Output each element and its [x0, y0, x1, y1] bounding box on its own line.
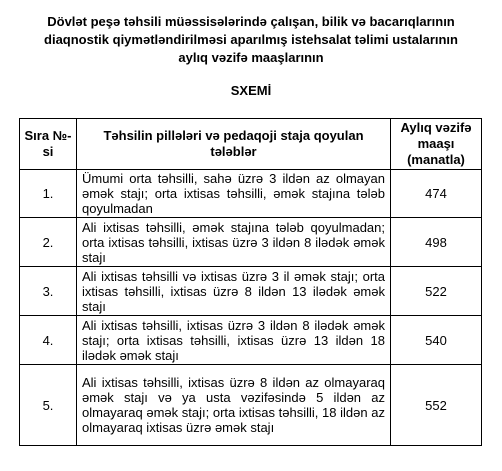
table-row: [20, 316, 482, 365]
row-description: Ümumi orta təhsilli, sahə üzrə 3 ildən az olmayan əmək stajı; orta ixtisas təhsilli, əmək stajına tələb qoyulmadan: [77, 170, 391, 218]
salary-scheme-table: [19, 118, 482, 446]
document-title: Dövlət peşə təhsili müəssisələrində çalışan, bilik və bacarıqlarının diaqnostik qiymətləndirilməsi aparılmış istehsalat təlimi ustalarının aylıq vəzifə maaşlarının: [44, 14, 458, 65]
row-description: Ali ixtisas təhsilli və ixtisas üzrə 3 il əmək stajı; orta ixtisas təhsilli, ixtisas üzrə 8 ildən 13 ilədək əmək stajı: [77, 267, 391, 316]
row-number: 1.: [20, 170, 77, 218]
table-row: [20, 218, 482, 267]
row-salary: 498: [391, 218, 482, 267]
header-salary: Aylıq vəzifə maaşı (manatla): [391, 119, 482, 170]
table-header-row: [20, 119, 482, 170]
row-salary: 474: [391, 170, 482, 218]
table-row: [20, 170, 482, 218]
row-number: 5.: [20, 365, 77, 446]
header-number: Sıra №-si: [20, 119, 77, 170]
row-number: 4.: [20, 316, 77, 365]
table-row: [20, 365, 482, 446]
document-subtitle: SXEMİ: [230, 83, 272, 98]
row-salary: 552: [391, 365, 482, 446]
row-description: Ali ixtisas təhsilli, ixtisas üzrə 8 ildən az olmayaraq əmək stajı və ya usta vəzifəsində 5 ildən az olmayaraq əmək stajı; orta ixtisas təhsilli, 18 ildən az olmayaraq ixtisas üzrə əmək stajı: [77, 365, 391, 446]
table-row: [20, 267, 482, 316]
row-description: Ali ixtisas təhsilli, ixtisas üzrə 3 ildən 8 ilədək əmək stajı; orta ixtisas təhsilli, ixtisas üzrə 13 ildən 18 ilədək əmək stajı: [77, 316, 391, 365]
header-description: Təhsilin pillələri və pedaqoji staja qoyulan tələblər: [77, 119, 391, 170]
row-salary: 540: [391, 316, 482, 365]
row-salary: 522: [391, 267, 482, 316]
row-description: Ali ixtisas təhsilli, əmək stajına tələb qoyulmadan; orta ixtisas təhsilli, ixtisas üzrə 3 ildən 8 ilədək əmək stajı: [77, 218, 391, 267]
row-number: 2.: [20, 218, 77, 267]
row-number: 3.: [20, 267, 77, 316]
